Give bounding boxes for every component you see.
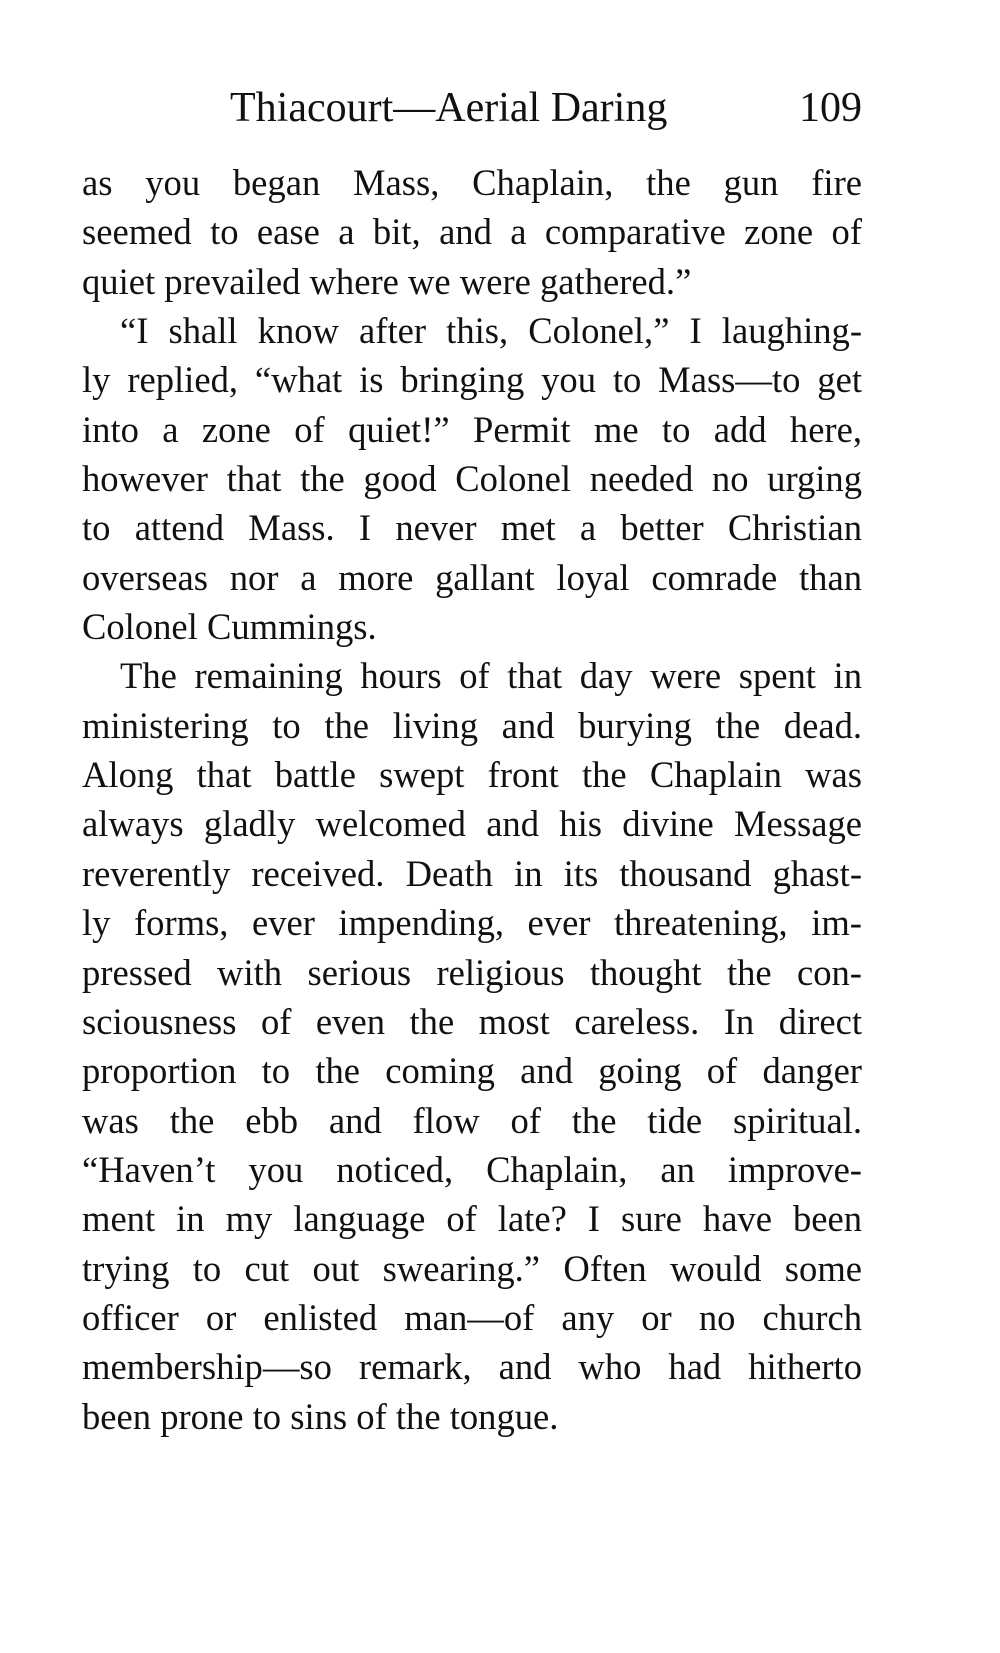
text-line: reverently received. Death in its thousand ghast- (82, 852, 862, 894)
paragraph (82, 306, 862, 651)
text-line: membership—so remark, and who had hitherto (82, 1346, 862, 1388)
text-line: proportion to the coming and going of danger (82, 1050, 862, 1092)
text-line: ly replied, “what is bringing you to Mass—to get (82, 359, 862, 401)
text-line: ment in my language of late? I sure have been (82, 1198, 862, 1240)
text-line: pressed with serious religious thought the con- (82, 951, 862, 993)
text-line: ly forms, ever impending, ever threatening, im- (82, 902, 862, 944)
paragraph (82, 651, 862, 1441)
text-line: officer or enlisted man—of any or no church (82, 1296, 862, 1338)
paragraph (82, 158, 862, 306)
text-line: trying to cut out swearing.” Often would some (82, 1247, 862, 1289)
text-line: quiet prevailed where we were gathered.” (82, 260, 692, 302)
page-header (82, 78, 862, 138)
text-line: Along that battle swept front the Chaplain was (82, 754, 862, 796)
text-line: been prone to sins of the tongue. (82, 1395, 559, 1437)
text-line: “I shall know after this, Colonel,” I laughing- (120, 310, 862, 352)
body-text (82, 158, 862, 1441)
text-line: sciousness of even the most careless. In direct (82, 1000, 862, 1042)
text-line: always gladly welcomed and his divine Message (82, 803, 862, 845)
text-line: overseas nor a more gallant loyal comrade than (82, 556, 862, 598)
running-title: Thiacourt—Aerial Daring (230, 85, 668, 131)
text-line: into a zone of quiet!” Permit me to add here, (82, 408, 862, 450)
text-line: “Haven’t you noticed, Chaplain, an improve- (82, 1148, 862, 1190)
text-line: Colonel Cummings. (82, 606, 377, 648)
text-line: The remaining hours of that day were spent in (120, 655, 862, 697)
text-line: seemed to ease a bit, and a comparative zone of (82, 211, 862, 253)
page-number: 109 (799, 85, 862, 131)
text-line: as you began Mass, Chaplain, the gun fire (82, 162, 862, 203)
text-line: however that the good Colonel needed no urging (82, 458, 862, 500)
text-line: ministering to the living and burying the dead. (82, 704, 862, 746)
text-line: was the ebb and flow of the tide spiritual. (82, 1099, 862, 1141)
text-line: to attend Mass. I never met a better Christian (82, 507, 862, 549)
